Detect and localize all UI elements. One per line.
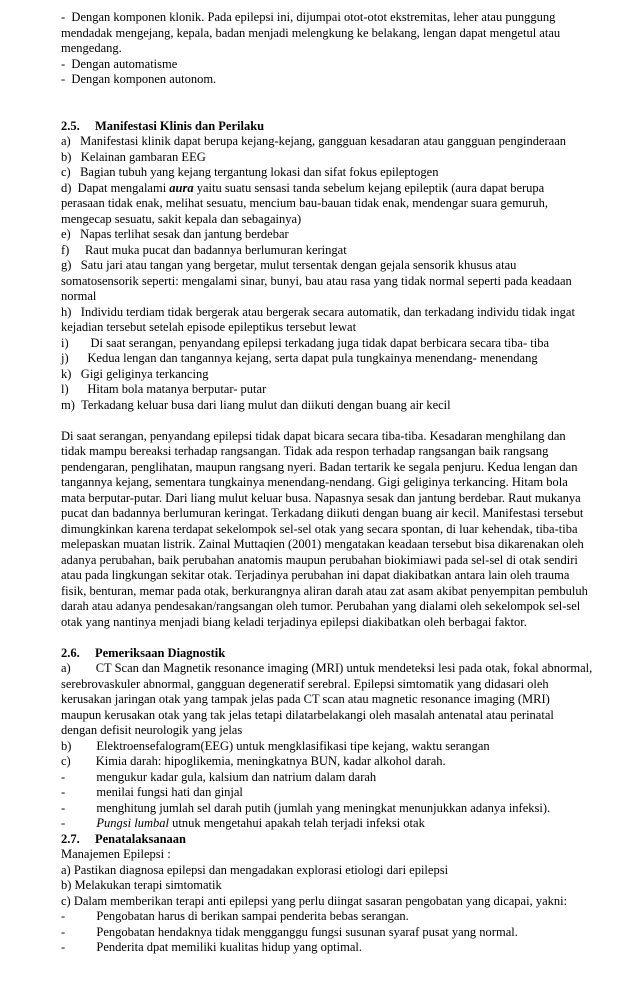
text-line: otak yang nantinya menjadi biang keladi terjadinya epilepsi diakibatkan oleh berbagai faktor.: [61, 614, 527, 629]
text-line: perasaan tidak enak, melihat sesuatu, mencium bau-bauan tidak enak, mendengar suara gemuruh,: [61, 196, 548, 210]
text-line: fisik, benturan, memar pada otak, berkurangnya aliran darah atau zat asam akibat penyempitan pembuluh: [61, 583, 588, 598]
text-line: melepaskan muatan listrik. Zainal Muttaqien (2001) mengatakan keadaan tersebut bisa dikarenakan oleh: [61, 537, 584, 551]
text-line: k) Gigi geliginya terkancing: [61, 366, 209, 381]
section-2-6: [61, 646, 601, 832]
text-line: [61, 181, 601, 197]
text-line: mendadak mengejang, kepala, badan menjadi melengkung ke belakang, lengan dapat mengetul atau: [61, 25, 561, 40]
aura-term: aura: [169, 180, 194, 195]
section-title: Penatalaksanaan: [95, 831, 186, 846]
text-line: c) Bagian tubuh yang kejang tergantung lokasi dan sifat fokus epileptogen: [61, 165, 439, 179]
text-line: g) Satu jari atau tangan yang bergetar, mulut tersentak dengan gejala sensorik khusus atau: [61, 258, 517, 272]
text-line: - Dengan komponen autonom.: [61, 72, 217, 86]
section-number: 2.7.: [61, 831, 80, 846]
text-line: maupun kerusakan otak yang tak jelas tetapi dilatarbelakangi oleh masalah antenatal atau perinatal: [61, 707, 554, 722]
text-line: b) Melakukan terapi simtomatik: [61, 878, 222, 892]
section-2-7: [61, 832, 601, 956]
text-line: - Pengobatan hendaknya tidak mengganggu fungsi susunan syaraf pusat yang normal.: [61, 924, 518, 939]
text-line: - menilai fungsi hati dan ginjal: [61, 785, 243, 799]
text-line: mata berputar-putar. Dari liang mulut keluar busa. Napasnya sesak dan jantung berdebar. Raut mukanya: [61, 490, 581, 505]
text-line: mengecap sesuatu, sakit kepala dan sebagainya): [61, 211, 302, 226]
text-line: h) Individu terdiam tidak bergerak atau bergerak secara automatik, dan terkadang individu tidak ingat: [61, 304, 575, 319]
text-line: c) Dalam memberikan terapi anti epilepsi yang perlu diingat sasaran pengobatan yang dicapai, yakni:: [61, 893, 568, 908]
text-line: l) Hitam bola matanya berputar- putar: [61, 382, 267, 396]
text-line: m) Terkadang keluar busa dari liang mulut dan diikuti dengan buang air kecil: [61, 397, 451, 412]
text-line: adanya perubahan, baik perubahan anatomis maupun perubahan biokimiawi pada sel-sel di otak sendiri: [61, 552, 578, 567]
section-heading: [61, 646, 601, 662]
text-fragment: d) Dapat mengalami: [61, 180, 170, 195]
text-line: somatosensorik seperti: mengalami sinar, bunyi, bau atau rasa yang tidak normal seperti pada keadaan: [61, 273, 572, 288]
text-line: c) Kimia darah: hipoglikemia, meningkatnya BUN, kadar alkohol darah.: [61, 754, 446, 768]
text-line: - Penderita dpat memiliki kualitas hidup yang optimal.: [61, 940, 362, 954]
section-heading: [61, 832, 601, 848]
text-line: a) Manifestasi klinik dapat berupa kejang-kejang, gangguan kesadaran atau gangguan penginderaan: [61, 134, 567, 148]
text-line: - Dengan komponen klonik. Pada epilepsi ini, dijumpai otot-otot ekstremitas, leher atau punggung: [61, 10, 556, 24]
text-line: [61, 816, 601, 832]
text-line: kerusakan jaringan otak yang tampak jelas pada CT scan atau magnetic resonance imaging (MRI): [61, 692, 550, 706]
text-line: f) Raut muka pucat dan badannya berlumuran keringat: [61, 242, 347, 257]
text-line: pendengaran, penglihatan, maupun rangsang nyeri. Badan tertarik ke segala penjuru. Kedua lengan dan: [61, 459, 578, 474]
text-line: b) Elektroensefalogram(EEG) untuk mengklasifikasi tipe kejang, waktu serangan: [61, 738, 490, 753]
text-line: serebrovaskuler abnormal, gangguan degeneratif serebral. Epilepsi simtomatik yang didasari oleh: [61, 676, 549, 691]
text-line: Manajemen Epilepsi :: [61, 847, 171, 861]
text-line: Di saat serangan, penyandang epilepsi tidak dapat bicara secara tiba-tiba. Kesadaran menghilang dan: [61, 428, 566, 443]
pungsi-lumbal-term: Pungsi lumbal: [96, 816, 169, 830]
section-heading: [61, 119, 601, 135]
text-line: mengedang.: [61, 41, 122, 55]
section-title: Manifestasi Klinis dan Perilaku: [95, 118, 265, 133]
text-line: - mengukur kadar gula, kalsium dan natrium dalam darah: [61, 769, 377, 784]
section-number: 2.5.: [61, 118, 80, 133]
text-line: tidak mampu bereaksi terhadap rangsangan. Tidak ada respon terhadap rangsangan baik rangsang: [61, 444, 549, 458]
text-line: tangannya kejang, sementara tungkainya menendang-nendang. Gigi geliginya terkancing. Hitam bola: [61, 475, 568, 489]
text-line: a) CT Scan dan Magnetik resonance imaging (MRI) untuk mendeteksi lesi pada otak, fokal abnormal,: [61, 661, 593, 675]
text-fragment: -: [61, 816, 97, 830]
section-title: Pemeriksaan Diagnostik: [95, 645, 226, 660]
text-line: normal: [61, 289, 97, 303]
list-top: [61, 10, 601, 88]
text-line: - Pengobatan harus di berikan sampai penderita bebas serangan.: [61, 909, 409, 923]
text-line: j) Kedua lengan dan tangannya kejang, serta dapat pula tungkainya menendang- menendang: [61, 351, 538, 365]
text-fragment: utnuk mengetahui apakah telah terjadi infeksi otak: [169, 816, 425, 830]
text-line: dengan defisit neurologik yang jelas: [61, 723, 243, 737]
paragraph: [61, 429, 601, 631]
text-line: b) Kelainan gambaran EEG: [61, 149, 206, 164]
text-line: e) Napas terlihat sesak dan jantung berdebar: [61, 227, 289, 241]
text-line: atau pada lingkungan sekitar otak. Terjadinya perubahan ini dapat diakibatkan antara lain oleh trauma: [61, 568, 570, 582]
text-line: dimungkinkan karena terdapat sekelompok sel-sel otak yang secara spontan, di luar kehendak, tiba-tiba: [61, 521, 578, 536]
text-line: - menghitung jumlah sel darah putih (jumlah yang meningkat menunjukkan adanya infeksi).: [61, 800, 551, 815]
text-line: a) Pastikan diagnosa epilepsi dan mengadakan explorasi etiologi dari epilepsi: [61, 862, 449, 877]
text-line: i) Di saat serangan, penyandang epilepsi terkadang juga tidak dapat berbicara secara tiba- tiba: [61, 335, 549, 350]
text-line: - Dengan automatisme: [61, 56, 178, 71]
text-line: darah atau adanya pendesakan/rangsangan oleh tumor. Perubahan yang dialami oleh sekelompok sel-sel: [61, 599, 581, 613]
section-2-5: [61, 119, 601, 631]
text-line: pucat dan badannya berlumuran keringat. Terkadang diikuti dengan buang air kecil. Manifestasi tersebut: [61, 506, 584, 520]
text-fragment: yaitu suatu sensasi tanda sebelum kejang epileptik (aura dapat berupa: [193, 180, 545, 195]
section-number: 2.6.: [61, 645, 80, 660]
document-page: [61, 10, 601, 956]
text-line: kejadian tersebut setelah episode epileptikus tersebut lewat: [61, 320, 357, 334]
